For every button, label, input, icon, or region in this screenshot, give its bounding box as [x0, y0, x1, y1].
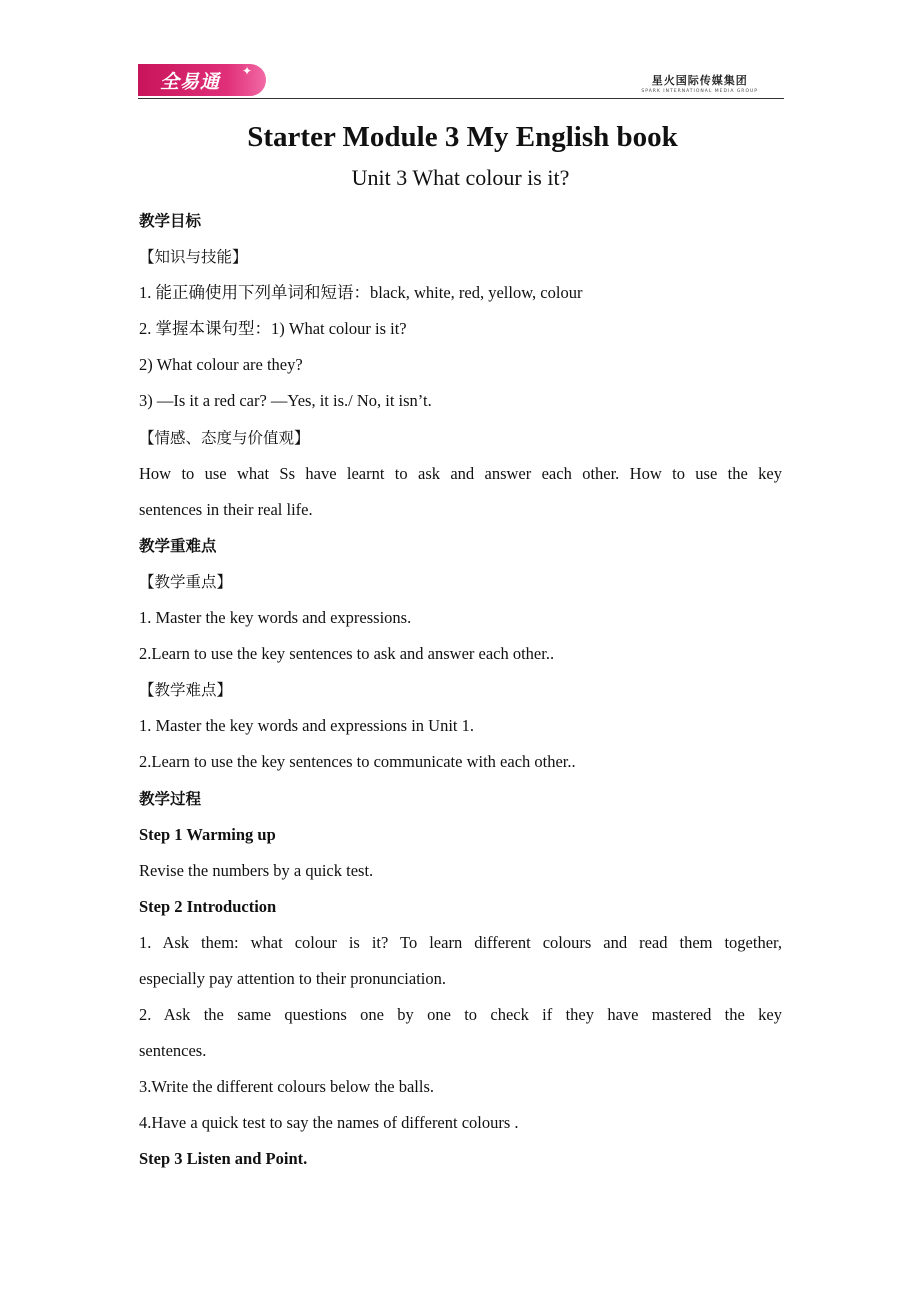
objective-item: 1. 能正确使用下列单词和短语：black, white, red, yellow, colour — [139, 283, 583, 303]
paragraph-line: 3.Write the different colours below the balls. — [139, 1077, 435, 1097]
list-item: 2.Learn to use the key sentences to ask and answer each other.. — [139, 644, 555, 664]
document-subtitle: Unit 3 What colour is it? — [351, 165, 570, 190]
paragraph-line: 1. Ask them: what colour is it? To learn different colours and read them together, — [139, 932, 782, 952]
paragraph-line: Revise the numbers by a quick test. — [139, 860, 374, 880]
step-heading: Step 1 Warming up — [139, 824, 276, 844]
subheading-difficult: 【教学难点】 — [139, 681, 233, 700]
paragraph-line: 2. Ask the same questions one by one to check if they have mastered the key — [139, 1005, 782, 1025]
objective-item: 2) What colour are they? — [139, 355, 303, 375]
paragraph-line: How to use what Ss have learnt to ask and answer each other. How to use the key — [139, 463, 782, 483]
sparkle-icon: ✦ — [242, 64, 253, 78]
subheading-emotion: 【情感、态度与价值观】 — [139, 428, 310, 447]
paragraph-line: 4.Have a quick test to say the names of different colours . — [139, 1113, 519, 1133]
paragraph-line: especially pay attention to their pronunciation. — [139, 968, 446, 988]
subheading-key: 【教学重点】 — [139, 572, 233, 591]
list-item: 1. Master the key words and expressions. — [139, 608, 412, 628]
document-body — [139, 115, 782, 1178]
list-item: 1. Master the key words and expressions in Unit 1. — [139, 716, 474, 736]
publisher-name-cn: 星火国际传媒集团 — [651, 74, 748, 87]
subheading-knowledge: 【知识与技能】 — [139, 248, 248, 267]
objective-item: 2. 掌握本课句型：1) What colour is it? — [139, 319, 407, 339]
header-divider — [138, 98, 784, 99]
objective-item: 3) —Is it a red car? —Yes, it is./ No, it isn’t. — [139, 391, 432, 411]
section-heading-keypoints: 教学重难点 — [139, 536, 217, 555]
logo-text: 全易通 — [160, 71, 221, 93]
publisher-name-en: SPARK INTERNATIONAL MEDIA GROUP — [641, 89, 758, 94]
section-heading-objectives: 教学目标 — [139, 212, 202, 230]
document-title: Starter Module 3 My English book — [247, 121, 678, 153]
step-heading: Step 3 Listen and Point. — [139, 1149, 308, 1169]
section-heading-process: 教学过程 — [139, 789, 202, 808]
brand-logo — [138, 64, 266, 96]
paragraph-line: sentences in their real life. — [139, 499, 313, 519]
page-header — [138, 64, 784, 100]
publisher-mark — [641, 72, 758, 94]
paragraph-line: sentences. — [139, 1041, 207, 1061]
step-heading: Step 2 Introduction — [139, 896, 277, 916]
list-item: 2.Learn to use the key sentences to communicate with each other.. — [139, 752, 576, 772]
